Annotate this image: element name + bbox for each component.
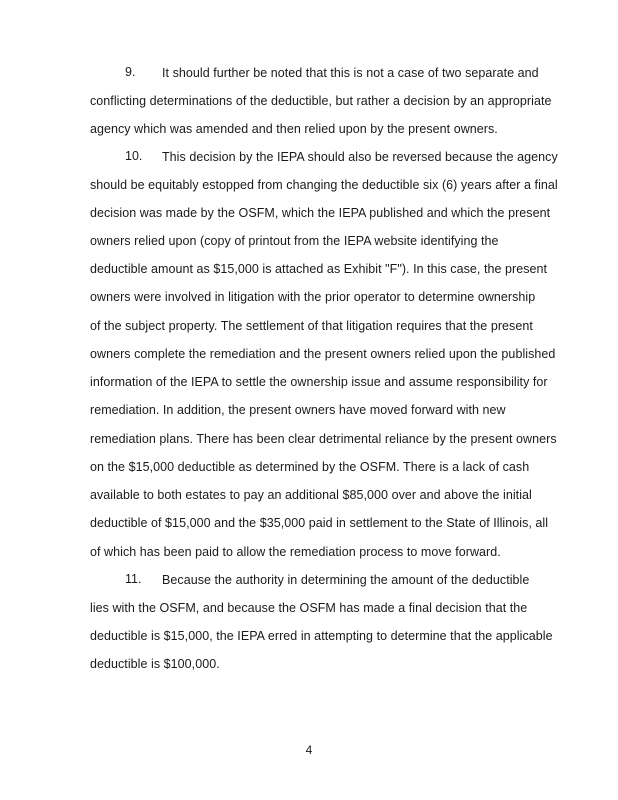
text-line: remediation. In addition, the present owners have moved forward with new [90,403,506,417]
text-line: deductible amount as $15,000 is attached as Exhibit "F"). In this case, the present [90,262,548,276]
text-line: agency which was amended and then relied upon by the present owners. [90,122,498,136]
text-line: conflicting determinations of the deductible, but rather a decision by an appropriate [90,94,552,108]
text-line: on the $15,000 deductible as determined by the OSFM. There is a lack of cash [90,460,530,474]
text-line: available to both estates to pay an additional $85,000 over and above the initial [90,488,532,502]
text-line: information of the IEPA to settle the ownership issue and assume responsibility for [90,375,548,389]
text-line: deductible is $15,000, the IEPA erred in attempting to determine that the applicable [90,629,553,643]
paragraph-number: 10. [125,149,143,163]
text-line: remediation plans. There has been clear detrimental reliance by the present owners [90,432,557,446]
text-line: This decision by the IEPA should also be reversed because the agency [162,150,558,164]
text-line: of which has been paid to allow the remediation process to move forward. [90,545,501,559]
text-line: should be equitably estopped from changing the deductible six (6) years after a final [90,178,558,192]
text-line: of the subject property. The settlement of that litigation requires that the present [90,319,533,333]
text-line: It should further be noted that this is not a case of two separate and [162,66,539,80]
text-line: lies with the OSFM, and because the OSFM has made a final decision that the [90,601,528,615]
text-line: owners complete the remediation and the present owners relied upon the published [90,347,556,361]
text-line: owners relied upon (copy of printout from the IEPA website identifying the [90,234,499,248]
text-line: deductible is $100,000. [90,657,220,671]
paragraph-number: 11. [125,572,142,586]
text-line: decision was made by the OSFM, which the IEPA published and which the present [90,206,551,220]
text-line: owners were involved in litigation with the prior operator to determine ownership [90,290,536,304]
paragraph-number: 9. [125,65,136,79]
text-line: deductible of $15,000 and the $35,000 paid in settlement to the State of Illinois, all [90,516,549,530]
page-number: 4 [305,743,313,757]
text-line: Because the authority in determining the amount of the deductible [162,573,530,587]
